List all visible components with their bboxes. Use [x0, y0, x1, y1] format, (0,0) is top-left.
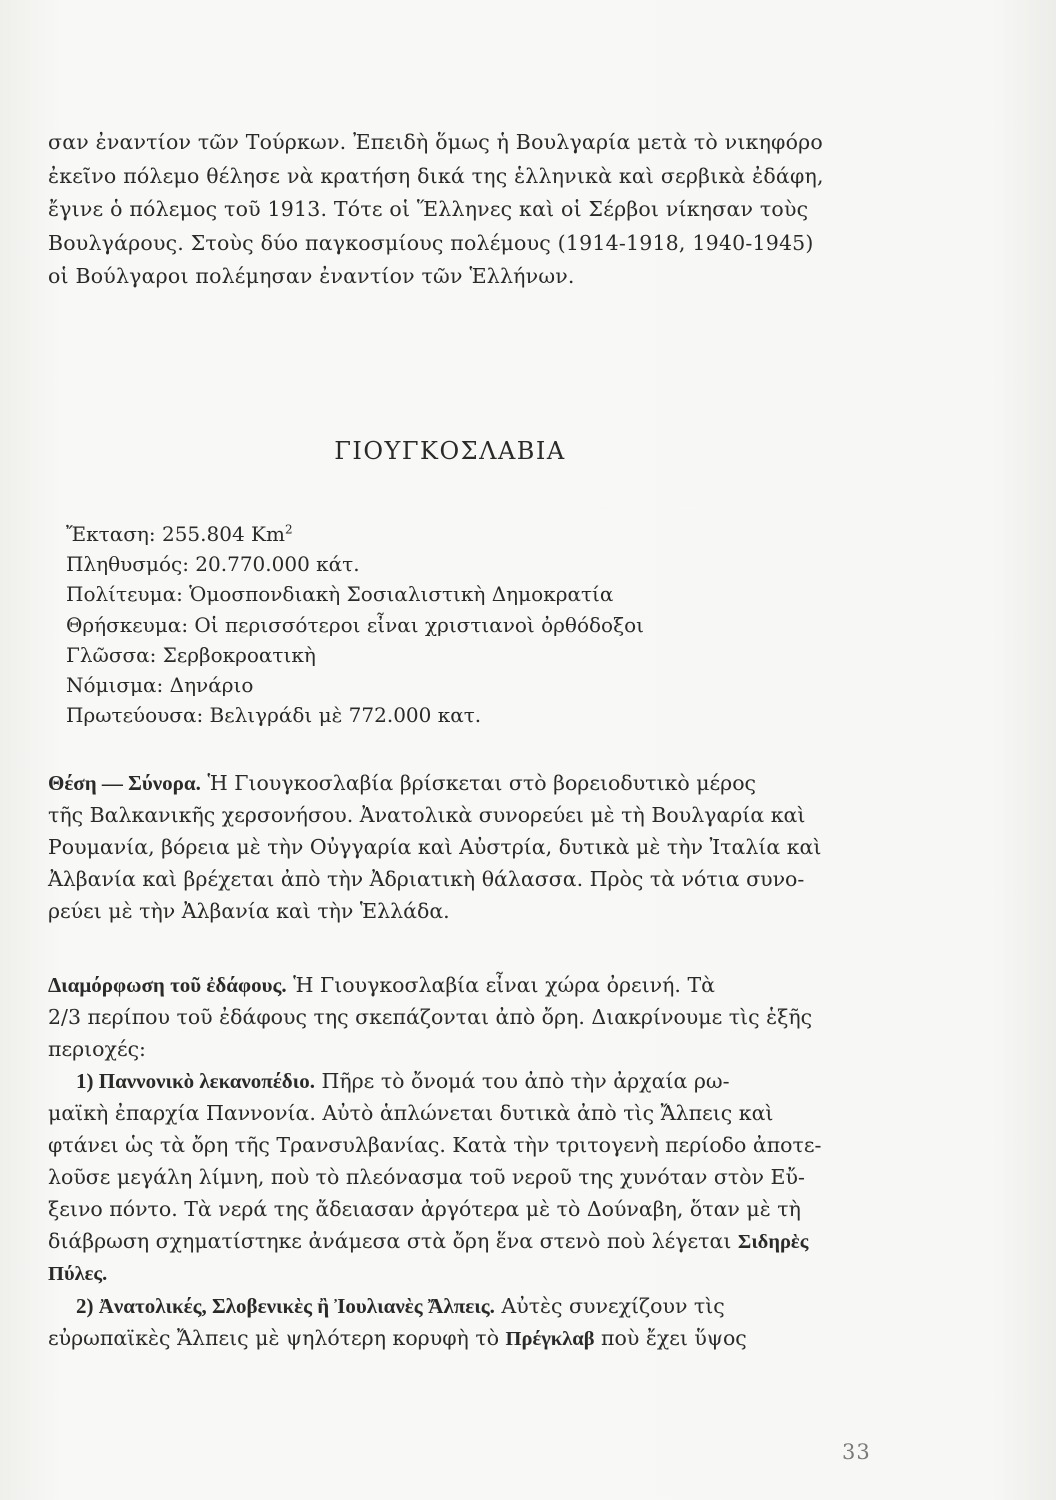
intro-paragraph [48, 126, 868, 294]
fact-capital: Πρωτεύουσα: Βελιγράδι μὲ 772.000 κατ. [66, 703, 482, 728]
intro-line: σαν ἐναντίον τῶν Τούρκων. Ἐπειδὴ ὅμως ἡ Βουλγαρία μετὰ τὸ νικηφόρο [48, 130, 823, 154]
fact-area-text: Ἔκταση: 255.804 Km [66, 522, 285, 546]
paragraph-line: λοῦσε μεγάλη λίμνη, ποὺ τὸ πλεόνασμα τοῦ νεροῦ της χυνόταν στὸν Εὔ- [48, 1165, 805, 1189]
item2-peak-name: Πρέγκλαβ [505, 1328, 595, 1350]
borders-paragraph [48, 767, 868, 927]
item1-bold-term: Σιδηρὲς [737, 1231, 809, 1253]
terrain-paragraph [48, 969, 868, 1355]
paragraph-line: 2/3 περίπου τοῦ ἐδάφους της σκεπάζονται ἀπὸ ὄρη. Διακρίνουμε τὶς ἑξῆς [48, 1005, 813, 1029]
paragraph-line: ξεινο πόντο. Τὰ νερά της ἄδειασαν ἀργότερα μὲ τὸ Δούναβη, ὅταν μὲ τὴ [48, 1197, 801, 1221]
fact-government: Πολίτευμα: Ὁμοσπονδιακὴ Σοσιαλιστικὴ Δημοκρατία [66, 582, 614, 607]
item2-title: 2) Ἀνατολικές, Σλοβενικὲς ἢ Ἰουλιανὲς Ἄλπεις. [76, 1294, 495, 1318]
page-number: 33 [842, 1440, 871, 1464]
item1-line6-text: διάβρωση σχηματίστηκε ἀνάμεσα στὰ ὄρη ἕνα στενὸ ποὺ λέγεται [48, 1229, 732, 1253]
intro-line: ἐκεῖνο πόλεμο θέλησε νὰ κρατήση δικά της ἑλληνικὰ καὶ σερβικὰ ἐδάφη, [48, 163, 824, 188]
fact-population: Πληθυσμός: 20.770.000 κάτ. [66, 552, 360, 577]
intro-line: οἱ Βούλγαροι πολέμησαν ἐναντίον τῶν Ἑλλήνων. [48, 264, 575, 288]
terrain-text: Ἡ Γιουγκοσλαβία εἶναι χώρα ὀρεινή. Τὰ [286, 973, 715, 997]
fact-language: Γλῶσσα: Σερβοκροατικὴ [66, 642, 316, 667]
paragraph-line: τῆς Βαλκανικῆς χερσονήσου. Ἀνατολικὰ συνορεύει μὲ τὴ Βουλγαρία καὶ [48, 803, 806, 827]
paragraph-line [48, 969, 868, 1001]
paragraph-line: περιοχές: [48, 1037, 146, 1061]
paragraph-line: Πύλες. [48, 1263, 108, 1285]
section-heading: ΓΙΟΥΓΚΟΣΛΑΒΙΑ [334, 437, 566, 465]
fact-area [66, 519, 826, 549]
list-item-line [48, 1065, 868, 1097]
paragraph-line: ρεύει μὲ τὴν Ἀλβανία καὶ τὴν Ἑλλάδα. [48, 899, 450, 923]
fact-area-superscript: 2 [284, 522, 293, 537]
paragraph-line [48, 1225, 868, 1258]
terrain-title: Διαμόρφωση τοῦ ἐδάφους. [48, 973, 287, 997]
item2-text: Αὐτὲς συνεχίζουν τὶς [494, 1294, 725, 1318]
intro-line: ἔγινε ὁ πόλεμος τοῦ 1913. Τότε οἱ Ἕλληνες καὶ οἱ Σέρβοι νίκησαν τοὺς [48, 197, 809, 221]
borders-title: Θέση — Σύνορα. [48, 771, 201, 795]
fact-religion: Θρήσκευμα: Οἱ περισσότεροι εἶναι χριστιανοὶ ὀρθόδοξοι [66, 612, 644, 637]
paragraph-line [48, 767, 868, 799]
item1-title: 1) Παννονικὸ λεκανοπέδιο. [76, 1069, 315, 1093]
borders-text: Ἡ Γιουγκοσλαβία βρίσκεται στὸ βορειοδυτικὸ μέρος [200, 771, 757, 795]
fact-currency: Νόμισμα: Δηνάριο [66, 673, 254, 698]
country-facts [66, 519, 826, 730]
paragraph-line: Ἀλβανία καὶ βρέχεται ἀπὸ τὴν Ἀδριατικὴ θάλασσα. Πρὸς τὰ νότια συνο- [48, 867, 805, 891]
paragraph-line: φτάνει ὡς τὰ ὄρη τῆς Τρανσυλβανίας. Κατὰ τὴν τριτογενὴ περίοδο ἀποτε- [48, 1133, 822, 1157]
item2-line2-end: ποὺ ἔχει ὕψος [594, 1326, 747, 1350]
paragraph-line: μαϊκὴ ἐπαρχία Παννονία. Αὐτὸ ἁπλώνεται δυτικὰ ἀπὸ τὶς Ἄλπεις καὶ [48, 1101, 774, 1125]
item2-line2-start: εὐρωπαϊκὲς Ἄλπεις μὲ ψηλότερη κορυφὴ τὸ [48, 1326, 506, 1350]
paragraph-line [48, 1322, 868, 1355]
list-item-line [48, 1290, 868, 1322]
paragraph-line: Ρουμανία, βόρεια μὲ τὴν Οὐγγαρία καὶ Αὐστρία, δυτικὰ μὲ τὴν Ἰταλία καὶ [48, 835, 822, 859]
item1-text: Πῆρε τὸ ὄνομά του ἀπὸ τὴν ἀρχαία ρω- [314, 1069, 730, 1093]
intro-line: Βουλγάρους. Στοὺς δύο παγκοσμίους πολέμους (1914-1918, 1940-1945) [48, 230, 814, 255]
